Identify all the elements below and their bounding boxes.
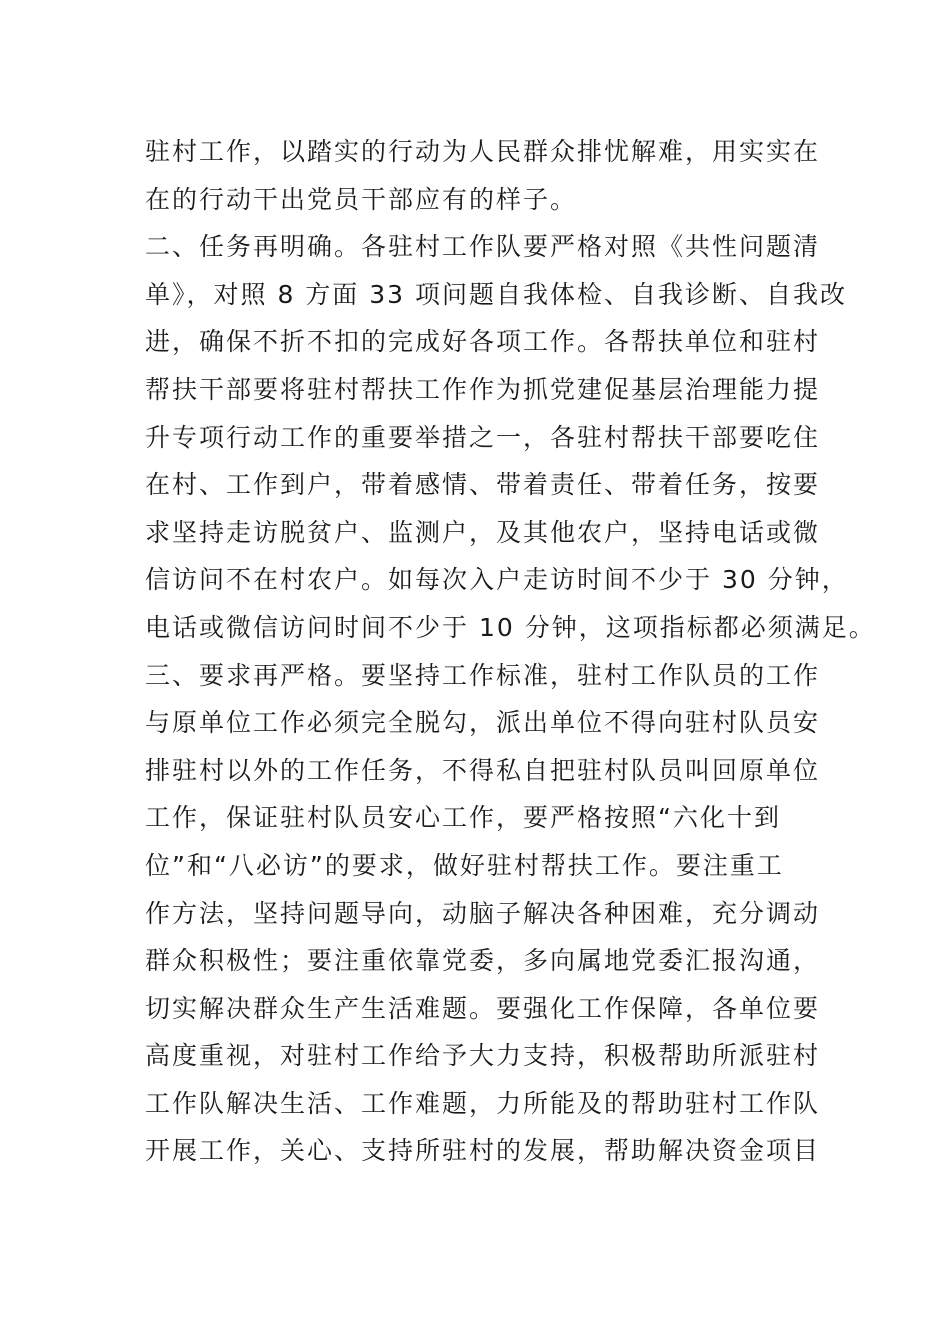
text-line: 高度重视，对驻村工作给予大力支持，积极帮助所派驻村 — [145, 1041, 821, 1071]
text-line: 开展工作，关心、支持所驻村的发展，帮助解决资金项目 — [145, 1136, 821, 1166]
text-line: 帮扶干部要将驻村帮扶工作作为抓党建促基层治理能力提 — [145, 374, 821, 404]
text-line: 群众积极性；要注重依靠党委，多向属地党委汇报沟通， — [145, 946, 821, 976]
text-line: 工作队解决生活、工作难题，力所能及的帮助驻村工作队 — [145, 1088, 821, 1118]
document-body — [145, 128, 876, 1175]
text-line: 在的行动干出党员干部应有的样子。 — [145, 184, 578, 214]
text-line: 二、任务再明确。各驻村工作队要严格对照《共性问题清 — [145, 232, 821, 262]
text-line: 进，确保不折不扣的完成好各项工作。各帮扶单位和驻村 — [145, 327, 821, 357]
text-line: 信访问不在村农户。如每次入户走访时间不少于 30 分钟， — [145, 565, 849, 595]
text-line: 作方法，坚持问题导向，动脑子解决各种困难，充分调动 — [145, 898, 821, 928]
text-line: 在村、工作到户，带着感情、带着责任、带着任务，按要 — [145, 470, 821, 500]
text-line: 升专项行动工作的重要举措之一，各驻村帮扶干部要吃住 — [145, 422, 821, 452]
text-line: 位”和“八必访”的要求，做好驻村帮扶工作。要注重工 — [145, 850, 784, 880]
text-line: 单》，对照 8 方面 33 项问题自我体检、自我诊断、自我改 — [145, 279, 848, 309]
text-line: 电话或微信访问时间不少于 10 分钟，这项指标都必须满足。 — [145, 612, 876, 642]
text-line: 工作，保证驻村队员安心工作，要严格按照“六化十到 — [145, 803, 781, 833]
text-line: 求坚持走访脱贫户、监测户，及其他农户，坚持电话或微 — [145, 517, 821, 547]
text-line: 驻村工作，以踏实的行动为人民群众排忧解难，用实实在 — [145, 137, 821, 166]
text-line: 三、要求再严格。要坚持工作标准，驻村工作队员的工作 — [145, 660, 821, 690]
text-line: 切实解决群众生产生活难题。要强化工作保障，各单位要 — [145, 993, 821, 1023]
text-line: 排驻村以外的工作任务，不得私自把驻村队员叫回原单位 — [145, 755, 821, 785]
text-line: 与原单位工作必须完全脱勾，派出单位不得向驻村队员安 — [145, 708, 821, 738]
